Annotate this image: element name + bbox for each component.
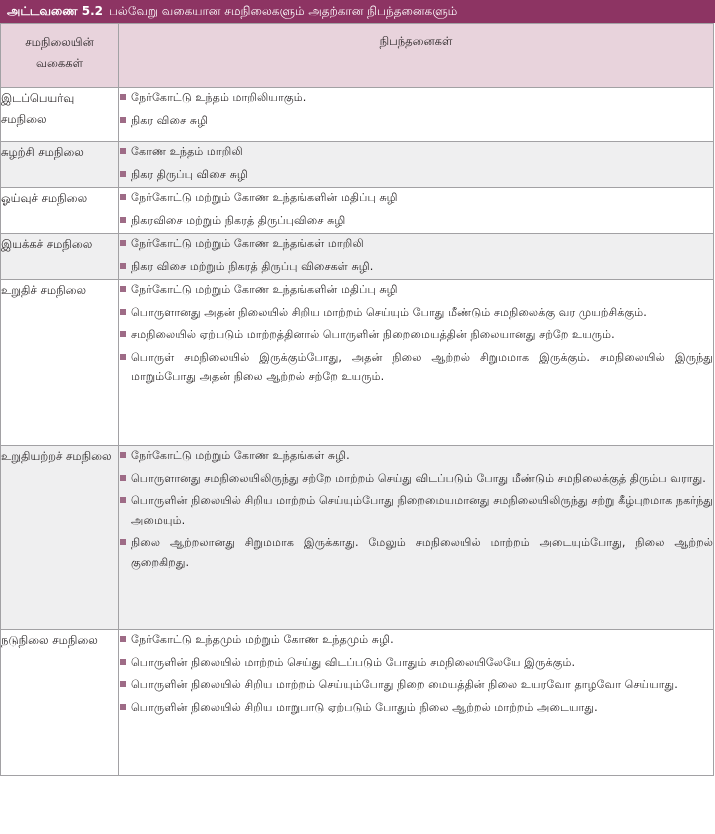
condition-item: பொருள் சமநிலையில் இருக்கும்போது, அதன் நிலை ஆற்றல் சிறுமமாக இருக்கும். சமநிலையில் இருந்து மாறும்போது அதன் நிலை ஆற்றல் சற்றே உயரும். [119, 348, 713, 387]
column-header-conditions: நிபந்தனைகள் [119, 24, 714, 88]
condition-item: பொருளானது சமநிலையிலிருந்து சற்றே மாற்றம் செய்து விடப்படும் போது மீண்டும் சமநிலைக்குத் திரும்ப வராது. [119, 469, 713, 489]
table-row [1, 142, 714, 188]
conditions-cell [119, 446, 714, 630]
conditions-cell [119, 188, 714, 234]
equilibrium-conditions-table [0, 23, 714, 776]
equilibrium-type-cell: இயக்கச் சமநிலை [1, 234, 119, 280]
table-row [1, 234, 714, 280]
conditions-cell [119, 142, 714, 188]
conditions-list [119, 188, 713, 230]
equilibrium-type-cell: இடப்பெயர்வு சமநிலை [1, 88, 119, 142]
condition-item: நேர்கோட்டு மற்றும் கோண உந்தங்களின் மதிப்பு சுழி [119, 188, 713, 208]
condition-item: சமநிலையில் ஏற்படும் மாற்றத்தினால் பொருளின் நிறைமையத்தின் நிலையானது சற்றே உயரும். [119, 325, 713, 345]
condition-item: நேர்கோட்டு மற்றும் கோண உந்தங்களின் மதிப்பு சுழி [119, 280, 713, 300]
table-row [1, 188, 714, 234]
equilibrium-type-cell: உறுதிச் சமநிலை [1, 280, 119, 446]
condition-item: கோண உந்தம் மாறிலி [119, 142, 713, 162]
conditions-cell [119, 88, 714, 142]
conditions-list [119, 630, 713, 717]
header-row [1, 24, 714, 88]
table-body [1, 88, 714, 776]
conditions-cell [119, 234, 714, 280]
column-header-type: சமநிலையின் வகைகள் [1, 24, 119, 88]
table-caption [0, 0, 715, 23]
table-row [1, 280, 714, 446]
condition-item: பொருளானது அதன் நிலையில் சிறிய மாற்றம் செய்யும் போது மீண்டும் சமநிலைக்கு வர முயற்சிக்கும். [119, 303, 713, 323]
table-title: பல்வேறு வகையான சமநிலைகளும் அதற்கான நிபந்தனைகளும் [108, 4, 458, 18]
conditions-list [119, 142, 713, 184]
condition-item: நிகர திருப்பு விசை சுழி [119, 165, 713, 185]
condition-item: நிகர விசை சுழி [119, 111, 713, 131]
equilibrium-type-cell: நடுநிலை சமநிலை [1, 630, 119, 776]
condition-item: நிகரவிசை மற்றும் நிகரத் திருப்புவிசை சுழி [119, 211, 713, 231]
table-number: அட்டவணை 5.2 [7, 4, 103, 18]
conditions-cell [119, 630, 714, 776]
conditions-list [119, 234, 713, 276]
equilibrium-type-cell: சுழற்சி சமநிலை [1, 142, 119, 188]
condition-item: பொருளின் நிலையில் சிறிய மாற்றம் செய்யும்போது நிறைமையமானது சமநிலையிலிருந்து சற்று கீழ்புறமாக நகர்ந்து அமையும். [119, 491, 713, 530]
condition-item: நேர்கோட்டு மற்றும் கோண உந்தங்கள் சுழி. [119, 446, 713, 466]
equilibrium-type-cell: உறுதியற்றச் சமநிலை [1, 446, 119, 630]
condition-item: பொருளின் நிலையில் மாற்றம் செய்து விடப்படும் போதும் சமநிலையிலேயே இருக்கும். [119, 653, 713, 673]
condition-item: நேர்கோட்டு உந்தம் மாறிலியாகும். [119, 88, 713, 108]
conditions-list [119, 280, 713, 387]
conditions-list [119, 446, 713, 572]
table-row [1, 446, 714, 630]
condition-item: நிலை ஆற்றலானது சிறுமமாக இருக்காது. மேலும் சமநிலையில் மாற்றம் அடையும்போது, நிலை ஆற்றல் குறைகிறது. [119, 533, 713, 572]
conditions-cell [119, 280, 714, 446]
condition-item: பொருளின் நிலையில் சிறிய மாற்றம் செய்யும்போது நிறை மையத்தின் நிலை உயரவோ தாழவோ செய்யாது. [119, 675, 713, 695]
table-row [1, 630, 714, 776]
table-row [1, 88, 714, 142]
condition-item: பொருளின் நிலையில் சிறிய மாறுபாடு ஏற்படும் போதும் நிலை ஆற்றல் மாற்றம் அடையாது. [119, 698, 713, 718]
equilibrium-type-cell: ஓய்வுச் சமநிலை [1, 188, 119, 234]
condition-item: நிகர விசை மற்றும் நிகரத் திருப்பு விசைகள் சுழி. [119, 257, 713, 277]
conditions-list [119, 88, 713, 130]
condition-item: நேர்கோட்டு மற்றும் கோண உந்தங்கள் மாறிலி [119, 234, 713, 254]
condition-item: நேர்கோட்டு உந்தமும் மற்றும் கோண உந்தமும் சுழி. [119, 630, 713, 650]
